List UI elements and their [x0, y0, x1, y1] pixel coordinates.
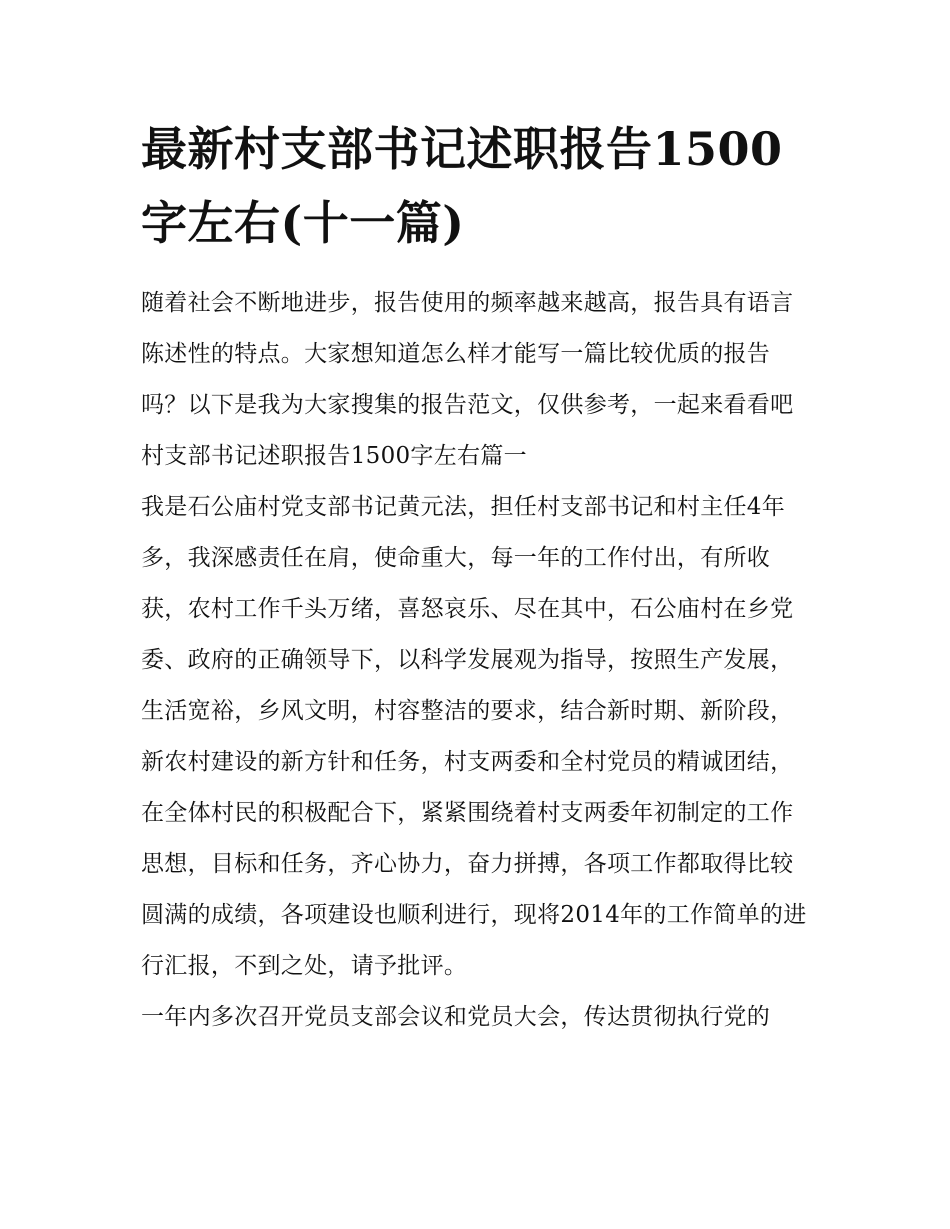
- section-heading: 村支部书记述职报告1500字左右篇一: [141, 443, 527, 469]
- body-paragraph-1: 我是石公庙村党支部书记黄元法，担任村支部书记和村主任4年多，我深感责任在肩，使命重大，每一年的工作付出，有所收获，农村工作千头万绪，喜怒哀乐、尽在其中，石公庙村在乡党委、政府的正确领导下，以科学发展观为指导，按照生产发展，生活宽裕，乡风文明，村容整洁的要求，结合新时期、新阶段，新农村建设的新方针和任务，村支两委和全村党员的精诚团结，在全体村民的积极配合下，紧紧围绕着村支两委年初制定的工作思想，目标和任务，齐心协力，奋力拼搏，各项工作都取得比较圆满的成绩，各项建设也顺利进行，现将2014年的工作简单的进行汇报，不到之处，请予批评。: [141, 494, 807, 979]
- document-title: 最新村支部书记述职报告1500字左右(十一篇): [141, 122, 783, 250]
- document-body: [141, 112, 813, 1043]
- body-paragraph-2: 一年内多次召开党员支部会议和党员大会，传达贯彻执行党的: [141, 1004, 771, 1030]
- intro-paragraph: 随着社会不断地进步，报告使用的频率越来越高，报告具有语言陈述性的特点。大家想知道怎么样才能写一篇比较优质的报告吗？以下是我为大家搜集的报告范文，仅供参考，一起来看看吧: [141, 290, 794, 418]
